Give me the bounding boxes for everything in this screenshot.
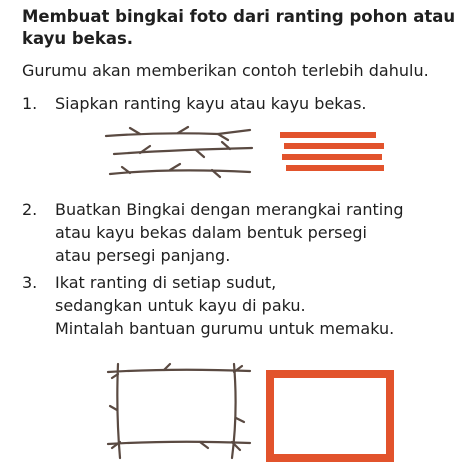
twigs-illustration: [100, 124, 260, 184]
step-1-number: 1.: [22, 94, 38, 113]
step-3-number: 3.: [22, 273, 38, 292]
step-3-text: Ikat ranting di setiap sudut, sedangkan untuk kayu di paku. Mintalah bantuan gurumu untuk memaku.: [55, 273, 395, 338]
twig-3: [110, 170, 250, 174]
wood-planks-illustration: [278, 130, 388, 180]
plank-4: [286, 165, 384, 171]
step-2-text: Buatkan Bingkai dengan merangkai ranting atau kayu bekas dalam bentuk persegi atau persegi panjang.: [55, 200, 404, 265]
intro-text: Gurumu akan memberikan contoh terlebih dahulu.: [22, 61, 429, 80]
twig-frame-illustration: [104, 362, 254, 462]
twig-2: [114, 148, 252, 154]
plank-2: [284, 143, 384, 149]
wood-frame: [270, 374, 390, 458]
plank-1: [280, 132, 376, 138]
frame-bottom-twig: [108, 442, 250, 444]
plank-3: [282, 154, 382, 160]
wood-frame-illustration: [266, 370, 396, 462]
step-1-text: Siapkan ranting kayu atau kayu bekas.: [55, 94, 367, 113]
step-2-number: 2.: [22, 200, 38, 219]
frame-top-twig: [108, 370, 250, 372]
activity-title: Membuat bingkai foto dari ranting pohon atau kayu bekas.: [22, 7, 456, 48]
